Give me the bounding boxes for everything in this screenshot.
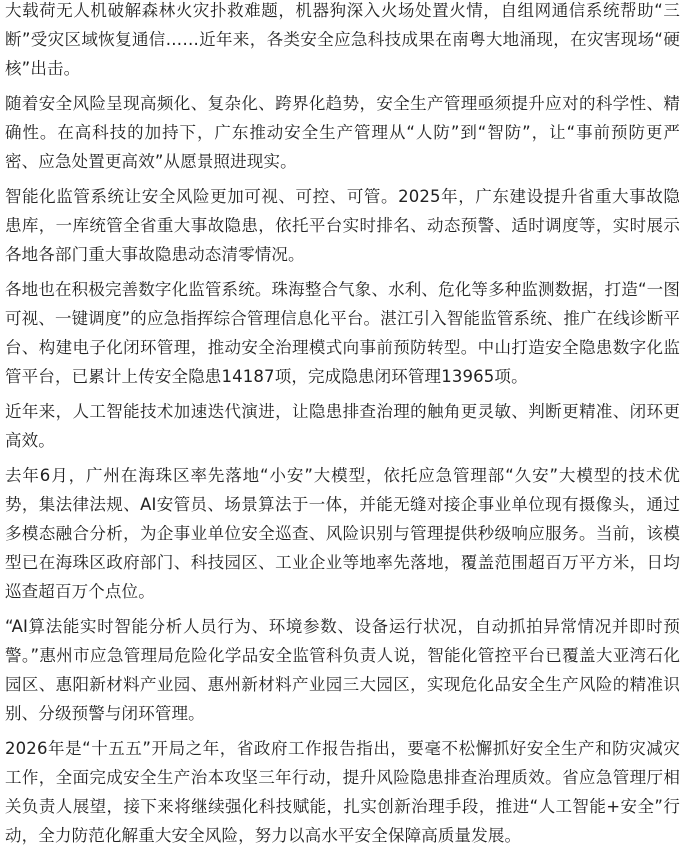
paragraph-4: 各地也在积极完善数字化监管系统。珠海整合气象、水利、危化等多种监测数据，打造“一图可视、一键调度”的应急指挥综合管理信息化平台。湛江引入智能监管系统、推广在线诊断平台、构建电子化闭环管理，推动安全治理模式向事前预防转型。中山打造安全隐患数字化监管平台，已累计上传安全隐患14187项，完成隐患闭环管理13965项。	[5, 280, 680, 386]
paragraph-7: “AI算法能实时智能分析人员行为、环境参数、设备运行状况，自动抓拍异常情况并即时预警。”惠州市应急管理局危险化学品安全监管科负责人说，智能化管控平台已覆盖大亚湾石化园区、惠阳新材料产业园、惠州新材料产业园三大园区，实现危化品安全生产风险的精准识别、分级预警与闭环管理。	[5, 617, 680, 723]
paragraph-6: 去年6月，广州在海珠区率先落地“小安”大模型，依托应急管理部“久安”大模型的技术优势，集法律法规、AI安管员、场景算法于一体，并能无缝对接企事业单位现有摄像头，通过多模态融合分析，为企事业单位安全巡查、风险识别与管理提供秒级响应服务。当前，该模型已在海珠区政府部门、科技园区、工业企业等地率先落地，覆盖范围超百万平方米，日均巡查超百万个点位。	[5, 466, 680, 601]
paragraph-5: 近年来，人工智能技术加速迭代演进，让隐患排查治理的触角更灵敏、判断更精准、闭环更高效。	[5, 402, 680, 450]
paragraph-8: 2026年是“十五五”开局之年，省政府工作报告指出，要毫不松懈抓好安全生产和防灾减灾工作，全面完成安全生产治本攻坚三年行动，提升风险隐患排查治理质效。省应急管理厅相关负责人展望，接下来将继续强化科技赋能，扎实创新治理手段，推进“人工智能+安全”行动，全力防范化解重大安全风险，努力以高水平安全保障高质量发展。	[5, 739, 680, 845]
paragraph-3: 智能化监管系统让安全风险更加可视、可控、可管。2025年，广东建设提升省重大事故隐患库，一库统管全省重大事故隐患，依托平台实时排名、动态预警、适时调度等，实时展示各地各部门重大事故隐患动态清零情况。	[5, 187, 680, 264]
paragraph-2: 随着安全风险呈现高频化、复杂化、跨界化趋势，安全生产管理亟须提升应对的科学性、精确性。在高科技的加持下，广东推动安全生产管理从“人防”到“智防”，让“事前预防更严密、应急处置更高效”从愿景照进现实。	[5, 94, 680, 171]
paragraph-1: 大载荷无人机破解森林火灾扑救难题，机器狗深入火场处置火情，自组网通信系统帮助“三断”受灾区域恢复通信……近年来，各类安全应急科技成果在南粤大地涌现，在灾害现场“硬核”出击。	[5, 1, 680, 78]
